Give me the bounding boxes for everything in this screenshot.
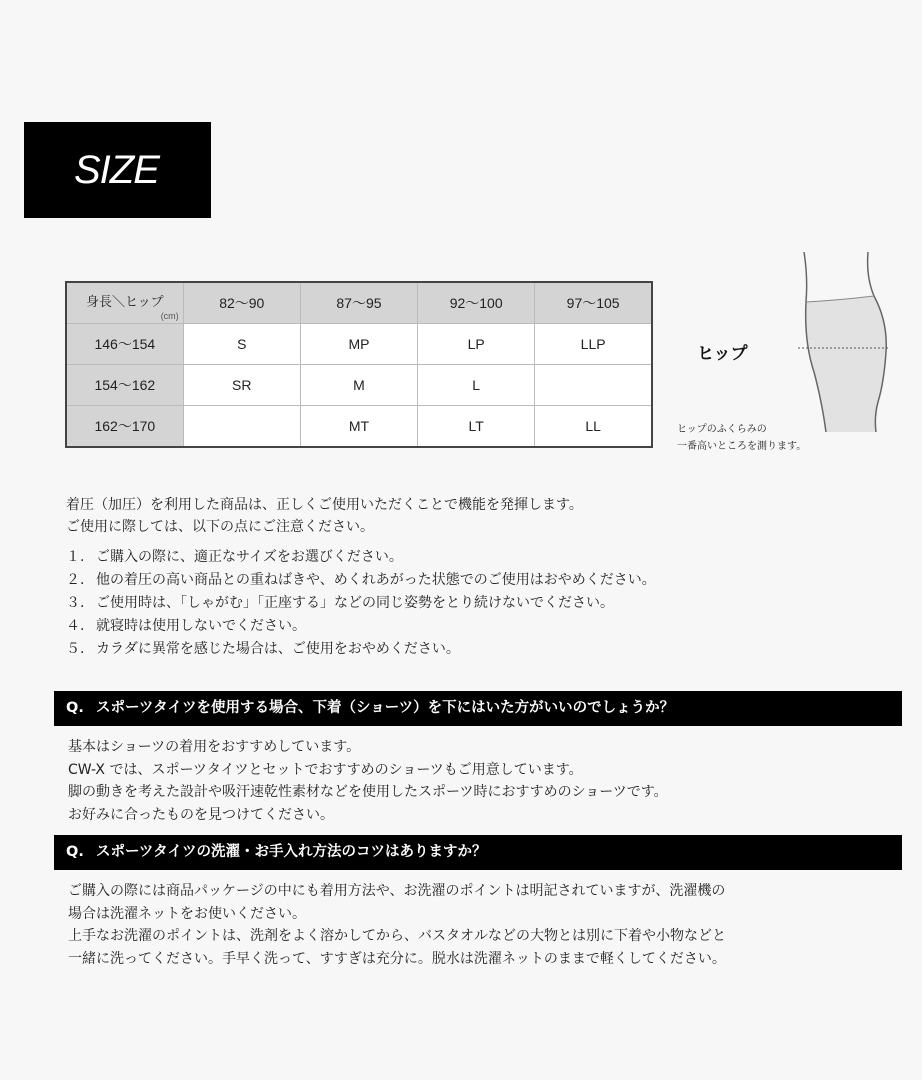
size-banner <box>24 122 211 218</box>
item-number: １. <box>66 549 85 565</box>
answer-line: お好みに合ったものを見つけてください。 <box>68 806 334 823</box>
height-header-cell: 154〜162 <box>66 365 183 406</box>
list-item <box>66 546 656 569</box>
answer-line: 上手なお洗濯のポイントは、洗剤をよく溶かしてから、バスタオルなどの大物とは別に下着や小物などと <box>68 928 726 944</box>
size-chart-table <box>65 281 653 448</box>
leg-silhouette-fill <box>806 296 887 432</box>
hip-header-cell: 97〜105 <box>535 282 652 324</box>
list-item <box>66 592 656 615</box>
corner-label: 身長＼ヒップ <box>86 293 164 309</box>
hip-header-cell: 92〜100 <box>418 282 535 324</box>
size-title: SIZE <box>74 148 159 192</box>
answer-line: 基本はショーツの着用をおすすめしています。 <box>68 739 361 755</box>
size-cell <box>183 406 300 448</box>
answer-line: ご購入の際には商品パッケージの中にも着用方法や、お洗濯のポイントは明記されていますが、洗濯機の <box>68 883 726 899</box>
answer-line: 一緒に洗ってください。手早く洗って、すすぎは充分に。脱水は洗濯ネットのままで軽くしてください。 <box>68 950 726 967</box>
item-text: ご購入の際に、適正なサイズをお選びください。 <box>96 549 403 565</box>
height-header-cell: 146〜154 <box>66 324 183 365</box>
size-cell: MT <box>300 406 417 448</box>
intro-line: 着圧（加圧）を利用した商品は、正しくご使用いただくことで機能を発揮します。 <box>66 497 583 513</box>
usage-intro <box>66 494 583 538</box>
size-cell: L <box>418 365 535 406</box>
hip-diagram-illustration <box>796 252 896 434</box>
table-header-row <box>66 282 652 324</box>
caution-list <box>66 546 656 661</box>
item-text: ご使用時は、「しゃがむ」「正座する」などの同じ姿勢をとり続けないでください。 <box>96 595 614 611</box>
hip-note-line: 一番高いところを測ります。 <box>677 441 807 452</box>
answer-line: 場合は洗濯ネットをお使いください。 <box>68 905 306 922</box>
faq-question-bar <box>54 691 902 726</box>
table-corner-cell <box>66 282 183 324</box>
list-item <box>66 569 656 592</box>
hip-header-cell: 87〜95 <box>300 282 417 324</box>
size-cell: MP <box>300 324 417 365</box>
item-number: ３. <box>66 595 85 611</box>
list-item <box>66 638 656 661</box>
size-cell <box>535 365 652 406</box>
hip-label: ヒップ <box>697 344 748 364</box>
item-text: 就寝時は使用しないでください。 <box>96 618 306 634</box>
q-mark: Q. <box>66 700 84 716</box>
answer-line: 脚の動きを考えた設計や吸汗速乾性素材などを使用したスポーツ時におすすめのショーツです。 <box>68 784 668 800</box>
size-cell: M <box>300 365 417 406</box>
item-number: ２. <box>66 572 85 588</box>
height-header-cell: 162〜170 <box>66 406 183 448</box>
faq-question-bar <box>54 835 902 870</box>
list-item <box>66 615 656 638</box>
size-cell: S <box>183 324 300 365</box>
table-row <box>66 406 652 448</box>
size-cell: LP <box>418 324 535 365</box>
q-mark: Q. <box>66 844 84 860</box>
intro-line: ご使用に際しては、以下の点にご注意ください。 <box>66 519 374 535</box>
size-cell: SR <box>183 365 300 406</box>
answer-line: CW-X では、スポーツタイツとセットでおすすめのショーツもご用意しています。 <box>68 761 583 778</box>
table-row <box>66 365 652 406</box>
size-cell: LT <box>418 406 535 448</box>
faq-question-text: スポーツタイツの洗濯・お手入れ方法のコツはありますか？ <box>96 844 487 860</box>
size-cell: LLP <box>535 324 652 365</box>
hip-note <box>677 421 847 455</box>
table-row <box>66 324 652 365</box>
faq-question-text: スポーツタイツを使用する場合、下着（ショーツ）を下にはいた方がいいのでしょうか？ <box>96 700 675 716</box>
corner-unit: (cm) <box>160 311 179 321</box>
faq-answer <box>68 736 668 826</box>
hip-note-line: ヒップのふくらみの <box>677 424 767 435</box>
faq-answer <box>68 880 726 970</box>
item-text: カラダに異常を感じた場合は、ご使用をおやめください。 <box>96 641 460 657</box>
item-number: ５. <box>66 641 85 657</box>
hip-header-cell: 82〜90 <box>183 282 300 324</box>
item-text: 他の着圧の高い商品との重ねばきや、めくれあがった状態でのご使用はおやめください。 <box>96 572 656 588</box>
size-cell: LL <box>535 406 652 448</box>
item-number: ４. <box>66 618 85 634</box>
